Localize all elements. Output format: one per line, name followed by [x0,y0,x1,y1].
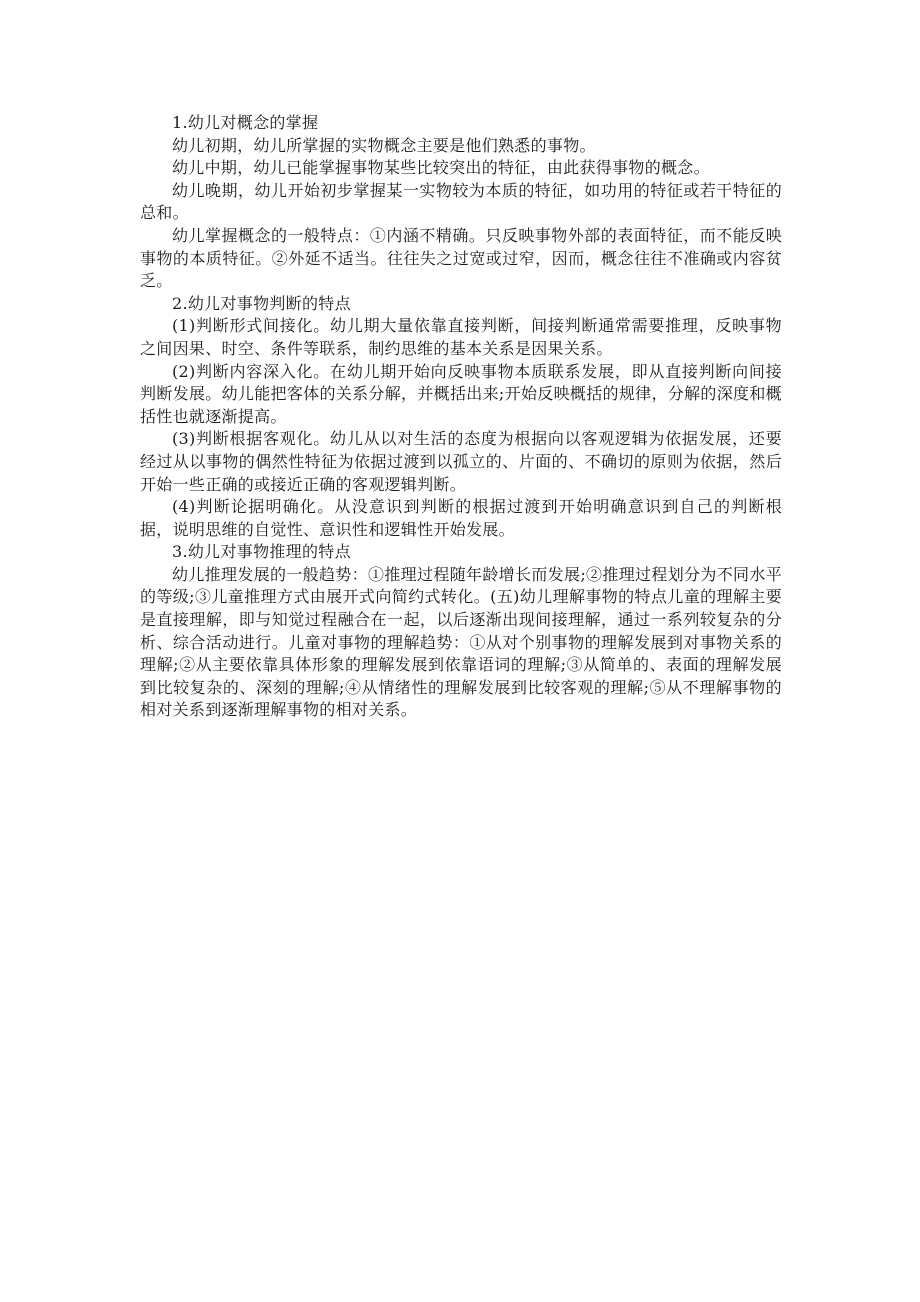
paragraph: (4)判断论据明确化。从没意识到判断的根据过渡到开始明确意识到自己的判断根据，说明思维的自觉性、意识性和逻辑性开始发展。 [140,497,782,539]
paragraph: (1)判断形式间接化。幼儿期大量依靠直接判断，间接判断通常需要推理，反映事物之间因果、时空、条件等联系，制约思维的基本关系是因果关系。 [140,316,782,358]
paragraph: 幼儿晚期，幼儿开始初步掌握某一实物较为本质的特征，如功用的特征或若干特征的总和。 [140,180,782,223]
paragraph: 幼儿中期，幼儿已能掌握事物某些比较突出的特征，由此获得事物的概念。 [172,158,710,178]
document-body [140,112,782,722]
paragraph: (3)判断根据客观化。幼儿从以对生活的态度为根据向以客观逻辑为依据发展，还要经过从以事物的偶然性特征为依据过渡到以孤立的、片面的、不确切的原则为依据，然后开始一些正确的或接近正确的客观逻辑判断。 [140,429,782,494]
paragraph: 幼儿推理发展的一般趋势：①推理过程随年龄增长而发展;②推理过程划分为不同水平的等级;③儿童推理方式由展开式向简约式转化。(五)幼儿理解事物的特点儿童的理解主要是直接理解，即与知觉过程融合在一起，以后逐渐出现间接理解，通过一系列较复杂的分析、综合活动进行。儿童对事物的理解趋势：①从对个别事物的理解发展到对事物关系的理解;②从主要依靠具体形象的理解发展到依靠语词的理解;③从简单的、表面的理解发展到比较复杂的、深刻的理解;④从情绪性的理解发展到比较客观的理解;⑤从不理解事物的相对关系到逐渐理解事物的相对关系。 [140,564,782,720]
paragraph: (2)判断内容深入化。在幼儿期开始向反映事物本质联系发展，即从直接判断向间接判断发展。幼儿能把客体的关系分解，并概括出来;开始反映概括的规律，分解的深度和概括性也就逐渐提高。 [140,361,782,426]
paragraph: 幼儿掌握概念的一般特点：①内涵不精确。只反映事物外部的表面特征，而不能反映事物的本质特征。②外延不适当。往往失之过宽或过窄，因而，概念往往不准确或内容贫乏。 [140,225,782,291]
section-heading-1: 1.幼儿对概念的掌握 [172,113,319,132]
section-heading-2: 2.幼儿对事物判断的特点 [172,293,351,313]
section-heading-3: 3.幼儿对事物推理的特点 [172,542,351,562]
paragraph: 幼儿初期，幼儿所掌握的实物概念主要是他们熟悉的事物。 [172,135,596,155]
